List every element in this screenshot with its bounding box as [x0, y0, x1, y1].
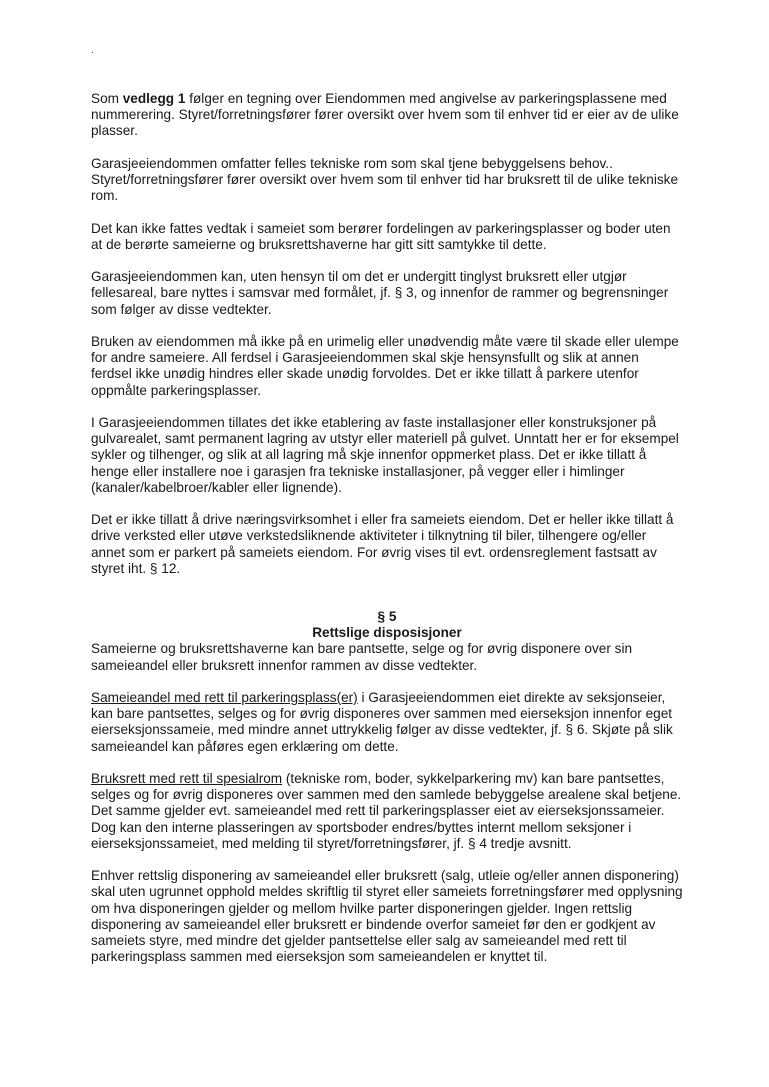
section-number: § 5	[377, 609, 397, 624]
section-title: Rettslige disposisjoner	[312, 625, 462, 641]
paragraph-rettslig-disponering: Enhver rettslig disponering av sameieandel eller bruksrett (salg, utleie og/eller annen disponering) skal uten ugrunnet opphold meldes skriftlig til styret eller sameiets forretningsfører med opplysning om hva disponeringen gjelder og mellom hvilke parter disponeringen gjelder. Ingen rettslig disponering av sameieandel eller bruksrett er bindende overfor sameiet før den er godkjent av sameiets styre, med mindre det gjelder pantsettelse eller salg av sameieandel med rett til parkeringsplass sammen med eierseksjon som sameieandelen er knyttet til.	[91, 868, 683, 965]
vedlegg-bold-text: vedlegg 1	[122, 91, 186, 106]
paragraph-vedtak: Det kan ikke fattes vedtak i sameiet som berører fordelingen av parkeringsplasser og boder uten at de berørte sameierne og bruksrettshaverne har gitt sitt samtykke til dette.	[91, 220, 671, 252]
paragraph-pantsette: Sameierne og bruksrettshaverne kan bare pantsette, selge og for øvrig disponere over sin sameieandel eller bruksrett innenfor rammen av disse vedtekter.	[91, 641, 633, 673]
paragraph-ferdsel: Bruken av eiendommen må ikke på en urimelig eller unødvendig måte være til skade eller ulempe for andre sameiere. All ferdsel i Garasjeeiendommen skal skje hensynsfullt og slik at annen ferdsel ikke unødig hindres eller skade unødig forvoldes. Det er ikke tillatt å parkere utenfor oppmålte parkeringsplasser.	[91, 333, 679, 398]
sameieandel-underlined-text: Sameieandel med rett til parkeringsplass(er)	[91, 690, 358, 705]
page-mark: .	[91, 45, 94, 56]
bruksrett-rest-text: (tekniske rom, boder, sykkelparkering mv) kan bare pantsettes, selges og for øvrig disponeres over sammen med den samlede bebyggelse arealene skal betjene. Det samme gjelder evt. sameieandel med rett til parkeringsplasser eiet av eierseksjonssameier. Dog kan den interne plasseringen av sportsboder endres/byttes internt mellom seksjoner i eierseksjonssameiet, med melding til styret/forretningsfører, jf. § 4 tredje avsnitt.	[91, 771, 682, 851]
paragraph-naeringsvirksomhet: Det er ikke tillatt å drive næringsvirksomhet i eller fra sameiets eiendom. Det er heller ikke tillatt å drive verksted eller utøve verkstedsliknende aktiviteter i tilknytning til biler, tilhengere og/eller annet som er parkert på sameiets eiendom. For øvrig vises til evt. ordensreglement fastsatt av styret iht. § 12.	[91, 512, 674, 576]
paragraph-vedlegg-pre: Som	[91, 91, 123, 106]
paragraph-bruk-formaal: Garasjeeiendommen kan, uten hensyn til om det er undergitt tinglyst bruksrett eller utgjør fellesareal, bare nyttes i samsvar med formålet, jf. § 3, og innenfor de rammer og begrensninger som følger av disse vedtekter.	[91, 269, 669, 317]
document-body	[91, 91, 683, 965]
paragraph-vedlegg-post: følger en tegning over Eiendommen med angivelse av parkeringsplassene med nummerering. Styret/forretningsfører fører oversikt over hvem som til enhver tid er eier av de ulike plasser.	[91, 91, 679, 139]
bruksrett-underlined-text: Bruksrett med rett til spesialrom	[91, 771, 283, 786]
paragraph-sameieandel-parkering	[91, 690, 683, 755]
paragraph-tekniske-rom: Garasjeeiendommen omfatter felles tekniske rom som skal tjene bebyggelsens behov.. Styret/forretningsfører fører oversikt over hvem som til enhver tid har bruksrett til de ulike tekniske rom.	[91, 155, 679, 204]
paragraph-bruksrett-spesialrom	[91, 771, 683, 852]
sameieandel-rest-text: i Garasjeeiendommen eiet direkte av seksjonseier, kan bare pantsettes, selges og for øvrig disponeres over sammen med eierseksjon innenfor eget eierseksjonssameie, med mindre annet uttrykkelig følger av disse vedtekter, jf. § 6. Skjøte på slik sameieandel kan påføres egen erklæring om dette.	[91, 690, 673, 754]
paragraph-vedlegg	[91, 91, 683, 140]
paragraph-installasjoner: I Garasjeeiendommen tillates det ikke etablering av faste installasjoner eller konstruksjoner på gulvarealet, samt permanent lagring av utstyr eller materiell på gulvet. Unntatt her er for eksempel sykler og tilhenger, og slik at all lagring må skje innenfor oppmerket plass. Det er ikke tillatt å henge eller installere noe i garasjen fra tekniske installasjoner, på vegger eller i himlinger (kanaler/kabelbroer/kabler eller lignende).	[91, 414, 679, 495]
